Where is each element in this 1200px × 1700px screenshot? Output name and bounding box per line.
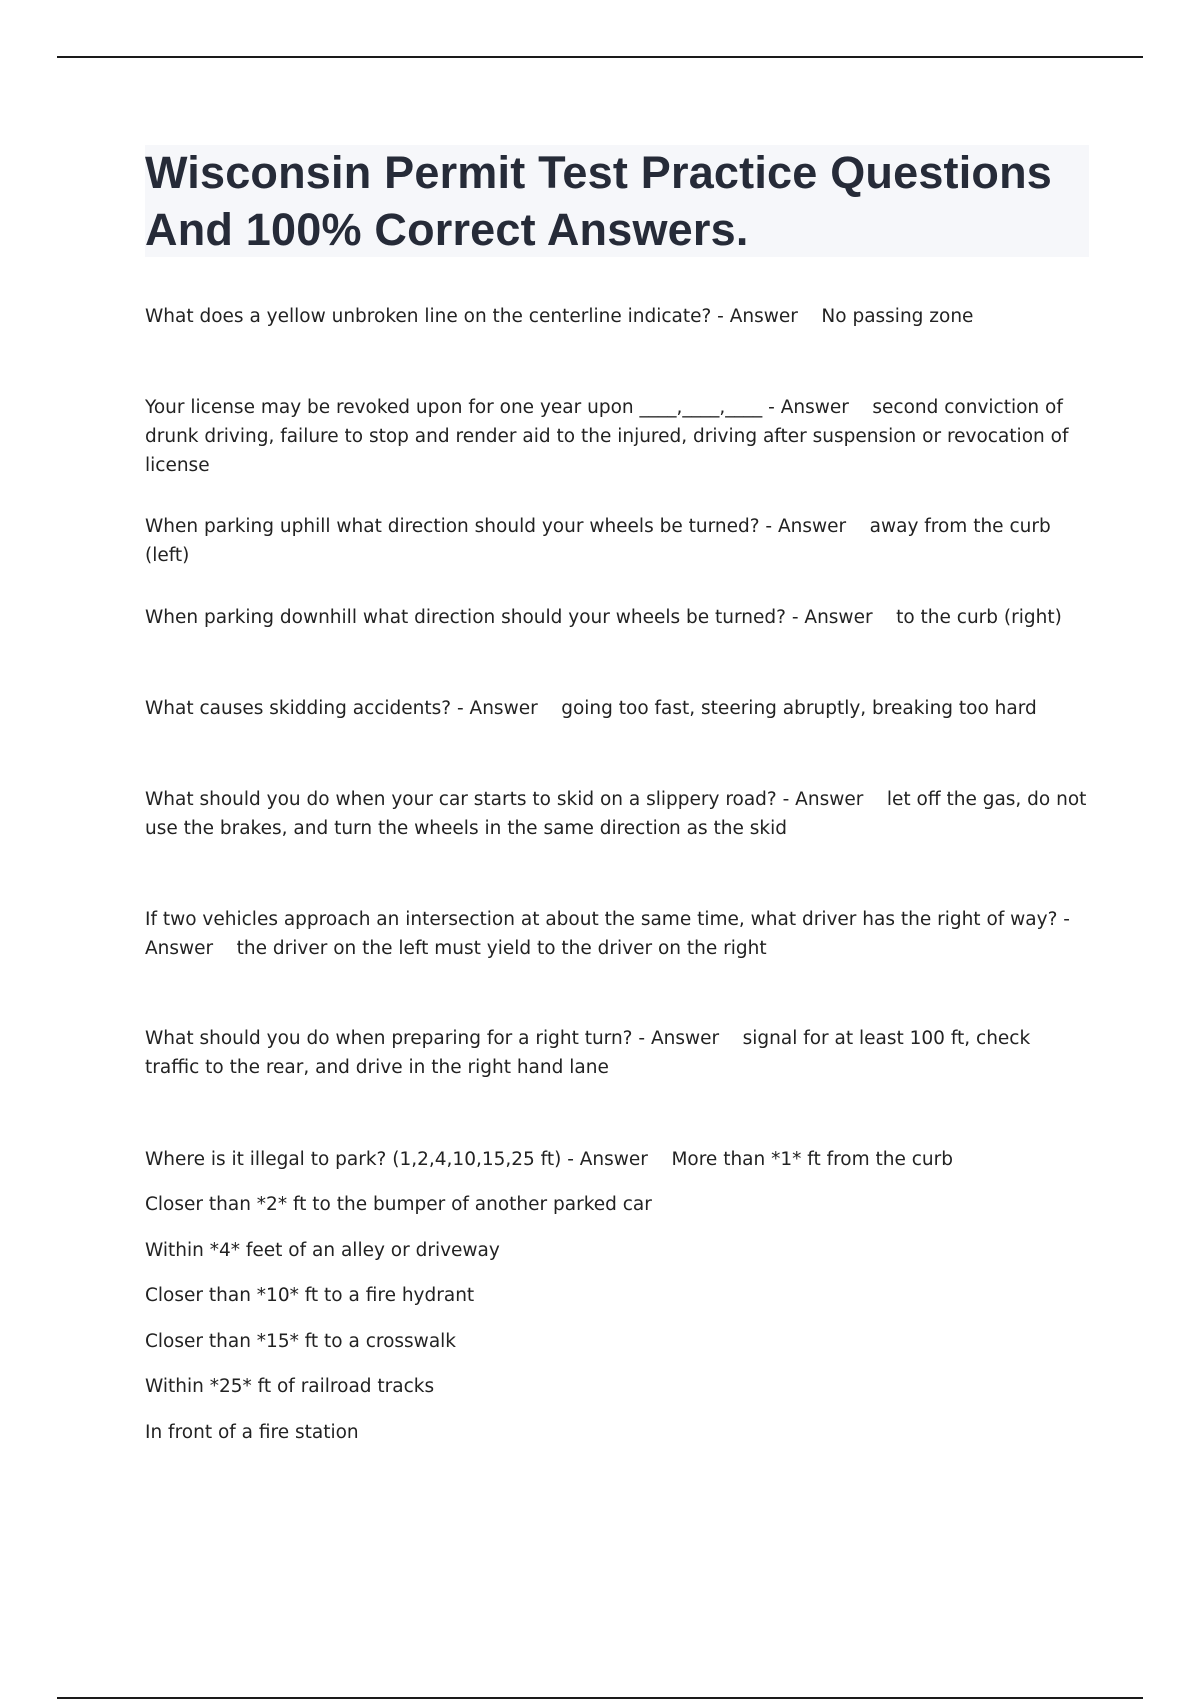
parking-list-item: Closer than *15* ft to a crosswalk [145,1331,457,1352]
question-text: What should you do when preparing for a right turn? - Answer [145,1028,720,1049]
top-rule [57,56,1143,58]
parking-list-item: Within *25* ft of railroad tracks [145,1376,435,1397]
answer-text: More than *1* ft from the curb [671,1149,954,1170]
question-text: What should you do when your car starts to skid on a slippery road? - Answer [145,789,864,810]
question-text: When parking downhill what direction should your wheels be turned? - Answer [145,607,873,628]
qa-item-3 [145,512,1090,570]
qa-item-8 [145,1024,1090,1082]
answer-text: let off the gas, do not use the brakes, and turn the wheels in the same direction as the skid [145,789,1087,839]
answer-text: No passing zone [821,306,974,327]
qa-item-4 [145,603,1090,632]
parking-list-item: In front of a fire station [145,1422,359,1443]
qa-item-1 [145,302,1090,331]
answer-text: the driver on the left must yield to the driver on the right [236,938,767,959]
qa-item-6 [145,785,1090,843]
question-text: Your license may be revoked upon for one year upon ____,____,____ - Answer [145,397,849,418]
answer-text: going too fast, steering abruptly, breaking too hard [561,698,1037,719]
parking-list-item: Closer than *2* ft to the bumper of another parked car [145,1194,652,1215]
answer-text: to the curb (right) [896,607,1062,628]
question-text: What does a yellow unbroken line on the centerline indicate? - Answer [145,306,798,327]
question-text: When parking uphill what direction should your wheels be turned? - Answer [145,516,847,537]
question-text: What causes skidding accidents? - Answer [145,698,538,719]
question-text: If two vehicles approach an intersection at about the same time, what driver has the right of way? - Answer [145,909,1070,959]
qa-item-7 [145,905,1090,963]
question-text: Where is it illegal to park? (1,2,4,10,15,25 ft) - Answer [145,1149,648,1170]
qa-item-5 [145,694,1090,723]
bottom-rule [57,1697,1143,1699]
qa-item-9 [145,1145,1090,1174]
answer-text: away from the curb (left) [145,516,1051,566]
parking-list-item: Within *4* feet of an alley or driveway [145,1240,500,1261]
qa-item-2 [145,393,1090,480]
answer-text: second conviction of drunk driving, failure to stop and render aid to the injured, driving after suspension or revocation of license [145,397,1069,476]
parking-list-item: Closer than *10* ft to a fire hydrant [145,1285,475,1306]
answer-text: signal for at least 100 ft, check traffic to the rear, and drive in the right hand lane [145,1028,1031,1078]
document-title: Wisconsin Permit Test Practice Questions And 100% Correct Answers. [145,147,1053,255]
